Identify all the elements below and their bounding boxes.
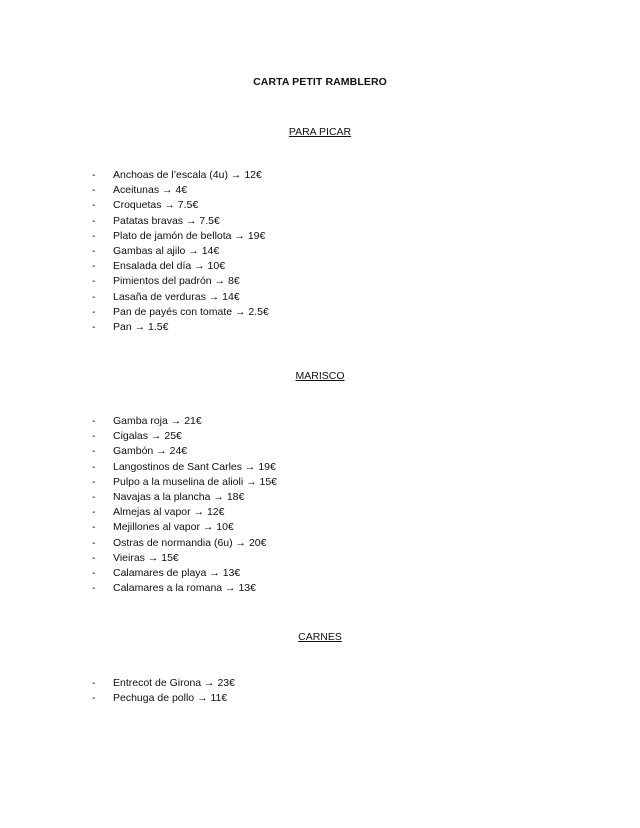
menu-item-text: Pan → 1.5€ xyxy=(113,320,169,333)
menu-item-text: Pimientos del padrón → 8€ xyxy=(113,275,240,288)
menu-item-text: Ensalada del día → 10€ xyxy=(113,260,226,273)
bullet-dash: - xyxy=(92,184,96,197)
bullet-dash: - xyxy=(92,275,96,288)
menu-item-text: Almejas al vapor → 12€ xyxy=(113,506,225,519)
menu-item-text: Calamares de playa → 13€ xyxy=(113,566,241,579)
bullet-dash: - xyxy=(92,229,96,242)
bullet-dash: - xyxy=(92,521,96,534)
bullet-dash: - xyxy=(92,692,96,705)
bullet-dash: - xyxy=(92,506,96,519)
bullet-dash: - xyxy=(92,415,96,427)
bullet-dash: - xyxy=(92,551,96,564)
menu-item-text: Gamba roja → 21€ xyxy=(113,415,202,427)
bullet-dash: - xyxy=(92,582,96,595)
section-heading-marisco: MARISCO xyxy=(295,370,345,382)
bullet-dash: - xyxy=(92,460,96,473)
section-heading-para-picar: PARA PICAR xyxy=(288,126,352,138)
menu-item-text: Pan de payés con tomate → 2.5€ xyxy=(113,305,269,318)
bullet-dash: - xyxy=(92,320,96,333)
menu-title: CARTA PETIT RAMBLERO xyxy=(253,76,387,88)
bullet-dash: - xyxy=(92,445,96,458)
menu-item-text: Lasaña de verduras → 14€ xyxy=(113,290,240,303)
menu-item-text: Cigalas → 25€ xyxy=(113,430,182,443)
menu-item-text: Patatas bravas → 7.5€ xyxy=(113,214,220,227)
bullet-dash: - xyxy=(92,169,96,181)
menu-item-text: Aceitunas → 4€ xyxy=(113,184,188,197)
bullet-dash: - xyxy=(92,566,96,579)
bullet-dash: - xyxy=(92,199,96,212)
menu-item-text: Gambón → 24€ xyxy=(113,445,188,458)
menu-item-text: Pulpo a la muselina de alioli → 15€ xyxy=(113,475,278,488)
bullet-dash: - xyxy=(92,305,96,318)
bullet-dash: - xyxy=(92,475,96,488)
bullet-dash: - xyxy=(92,430,96,443)
bullet-dash: - xyxy=(92,290,96,303)
menu-item-text: Croquetas → 7.5€ xyxy=(113,199,199,212)
bullet-dash: - xyxy=(92,260,96,273)
bullet-dash: - xyxy=(92,677,96,689)
menu-item-text: Anchoas de l’escala (4u) → 12€ xyxy=(113,169,262,181)
bullet-dash: - xyxy=(92,244,96,257)
bullet-dash: - xyxy=(92,214,96,227)
menu-item-text: Pechuga de pollo → 11€ xyxy=(113,692,228,705)
menu-item-text: Langostinos de Sant Carles → 19€ xyxy=(113,460,276,473)
menu-item-text: Vieiras → 15€ xyxy=(113,551,179,564)
bullet-dash: - xyxy=(92,490,96,503)
menu-item-text: Ostras de normandia (6u) → 20€ xyxy=(113,536,267,549)
section-heading-carnes: CARNES xyxy=(298,631,342,643)
menu-item-text: Calamares a la romana → 13€ xyxy=(113,582,256,595)
menu-item-text: Gambas al ajilo → 14€ xyxy=(113,244,220,257)
menu-item-text: Mejillones al vapor → 10€ xyxy=(113,521,234,534)
menu-item-text: Entrecot de Girona → 23€ xyxy=(113,677,235,689)
bullet-dash: - xyxy=(92,536,96,549)
menu-item-text: Navajas a la plancha → 18€ xyxy=(113,490,245,503)
menu-item-text: Plato de jamón de bellota → 19€ xyxy=(113,229,266,242)
